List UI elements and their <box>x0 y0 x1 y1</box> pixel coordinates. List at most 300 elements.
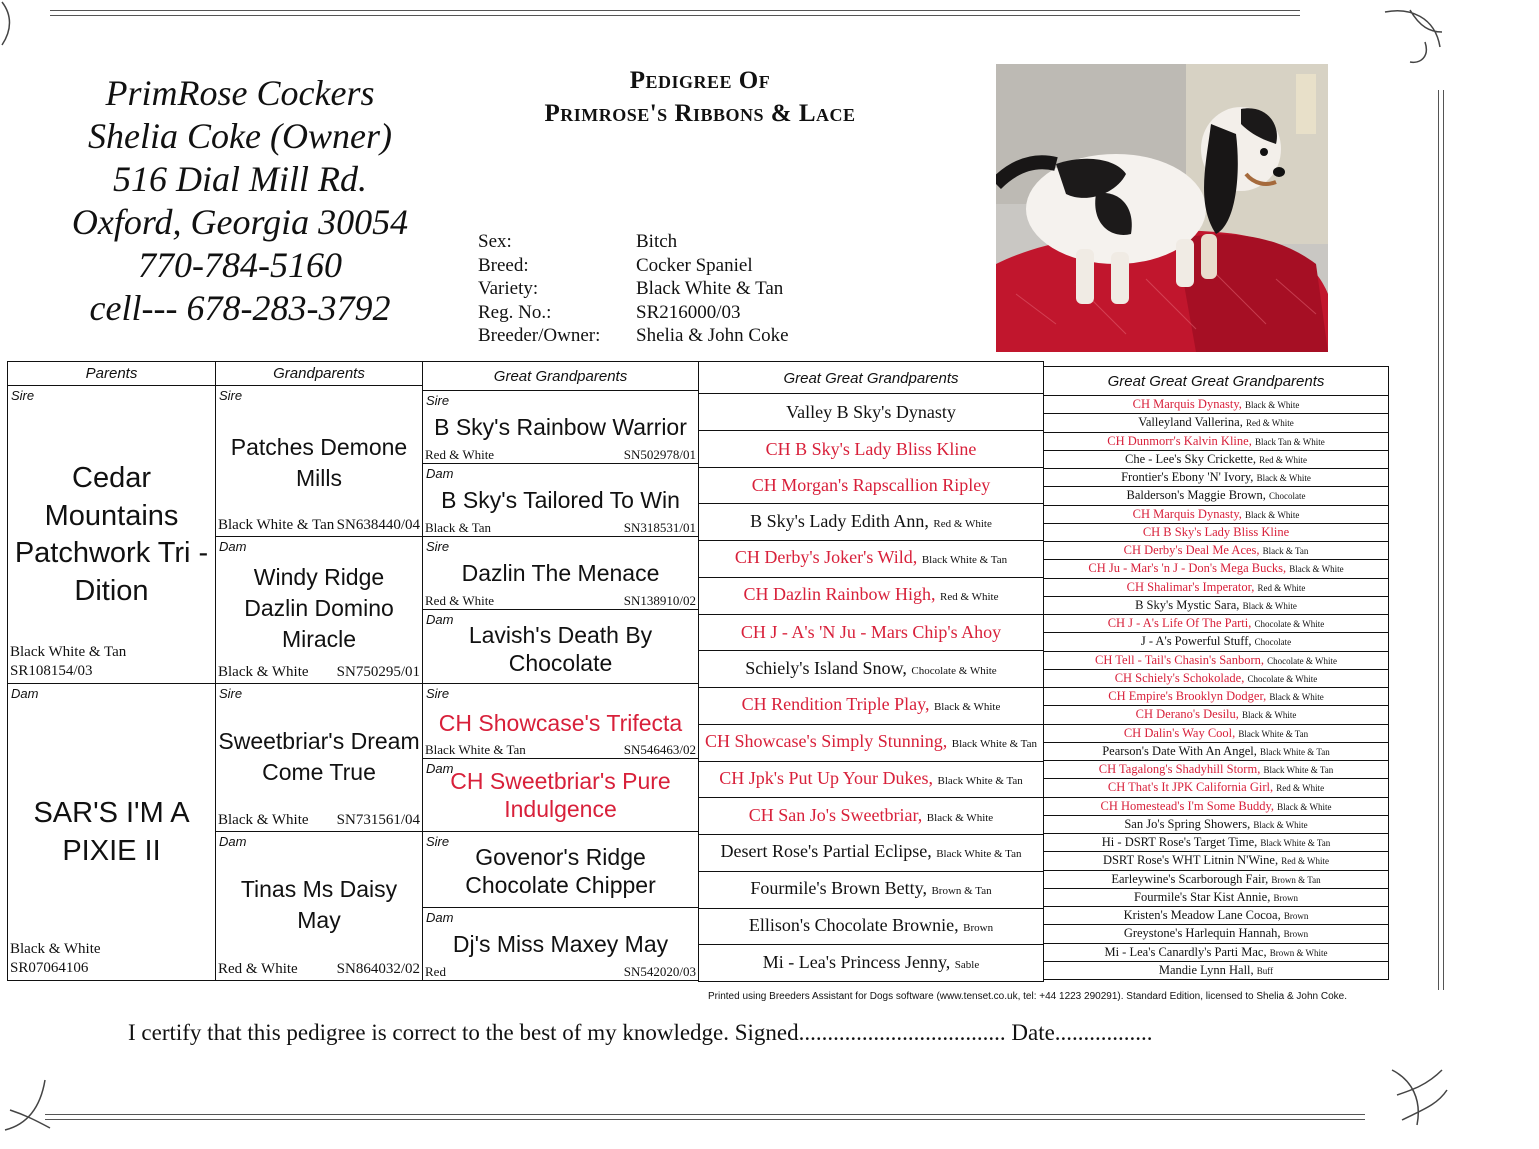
pedigree-dog-name: CH B Sky's Lady Bliss Kline <box>765 438 977 459</box>
ggg-grandparent <box>1043 797 1389 816</box>
ggg-grandparent <box>1043 687 1389 706</box>
dog-entry <box>786 403 956 421</box>
ggg-grandparent <box>1043 614 1389 633</box>
dog-color: Black & White <box>1269 692 1324 703</box>
pedigree-dog-name: Hi - DSRT Rose's Target Time, <box>1101 835 1258 850</box>
dog-color: Red & White <box>425 593 495 608</box>
dog-entry <box>1088 561 1343 576</box>
dog-entry <box>1104 945 1327 960</box>
dog-entry <box>752 476 990 494</box>
pedigree-dog-name: Fourmile's Brown Betty, <box>750 878 927 899</box>
dog-color: Brown & White <box>1269 947 1328 958</box>
dog-color: Red & White <box>1276 783 1325 794</box>
pedigree-dog-name: SAR'S I'M A PIXIE II <box>33 797 190 867</box>
pedigree-dog-name: Frontier's Ebony 'N' Ivory, <box>1121 470 1254 485</box>
pedigree-dog-name: San Jo's Spring Showers, <box>1124 816 1251 831</box>
dog-reg-no: SN138910/02 <box>623 593 696 608</box>
ggg-grandparent <box>1043 924 1389 943</box>
pedigree-title <box>460 64 940 130</box>
gg-grandparent <box>698 944 1044 982</box>
dog-entry <box>1124 908 1309 923</box>
dog-reg-no: SN502978/01 <box>623 447 696 462</box>
ggg-grandparent <box>1043 888 1389 907</box>
pedigree-dog-name: CH Sweetbriar's Pure Indulgence <box>450 768 671 822</box>
pedigree-dog-name: CH Schiely's Schokolade, <box>1114 670 1245 685</box>
gg-grandparent <box>698 540 1044 578</box>
info-label: Reg. No.: <box>478 301 552 323</box>
pedigree-dog-name: CH B Sky's Lady Bliss Kline <box>1142 525 1290 540</box>
dog-color: Black White & Tan <box>218 517 335 533</box>
dog-entry <box>1125 452 1307 467</box>
dog-entry <box>705 732 1037 753</box>
dog-entry <box>1108 689 1323 704</box>
role-label: Dam <box>11 686 39 701</box>
info-row-sex <box>478 230 789 254</box>
dog-color: Red & White <box>940 591 999 604</box>
dog-entry <box>1141 634 1291 649</box>
parent-dam <box>7 683 216 981</box>
ggg-grandparent <box>1043 742 1389 761</box>
dog-entry <box>749 916 993 937</box>
pedigree-dog-name: Tinas Ms Daisy May <box>240 876 398 933</box>
dog-color: Black & Tan <box>1262 546 1309 557</box>
pedigree-dog-name: Desert Rose's Partial Eclipse, <box>720 841 932 862</box>
grandparent <box>215 385 423 537</box>
dog-color: Chocolate <box>1254 637 1292 648</box>
dog-entry <box>735 548 1007 569</box>
gg-grandparent <box>698 724 1044 762</box>
dog-entry <box>750 512 992 533</box>
dog-details <box>218 961 420 978</box>
dog-details <box>218 664 420 681</box>
dog-color: Buff <box>1256 965 1274 976</box>
dog-entry <box>1135 598 1297 613</box>
dog-entry <box>721 842 1022 863</box>
dog-color: Red & White <box>1259 454 1307 465</box>
pedigree-dog-name: CH Homestead's I'm Some Buddy, <box>1100 798 1275 813</box>
dog-entry <box>741 623 1001 641</box>
info-row-reg-no <box>478 301 789 325</box>
dog-entry <box>742 695 1001 716</box>
info-label: Variety: <box>478 278 539 299</box>
great-grandparent <box>422 536 699 610</box>
dog-entry <box>750 879 991 900</box>
ggg-grandparent <box>1043 815 1389 834</box>
dog-details <box>10 940 101 978</box>
pedigree-dog-name: Mandie Lynn Hall, <box>1158 962 1254 977</box>
pedigree-dog-name: Govenor's Ridge Chocolate Chipper <box>465 844 656 898</box>
ggg-grandparent <box>1043 541 1389 560</box>
role-label: Dam <box>426 612 454 627</box>
header-grandparents: Grandparents <box>215 361 423 386</box>
pedigree-dog-name: Dazlin The Menace <box>461 560 660 586</box>
dog-color: Chocolate & White <box>1247 673 1318 684</box>
info-value: Black White & Tan <box>636 278 784 299</box>
dog-details <box>218 517 420 534</box>
role-label: Sire <box>219 686 243 701</box>
pedigree-dog-name: CH Rendition Triple Play, <box>741 694 930 715</box>
dog-color: Brown <box>1283 911 1309 922</box>
dog-color: Black Tan & White <box>1254 436 1325 447</box>
dog-color: Black & White <box>1277 801 1332 812</box>
dog-entry <box>1127 580 1306 595</box>
city-state-zip: Oxford, Georgia 30054 <box>71 202 409 242</box>
dog-entry <box>719 769 1023 790</box>
dog-color: Chocolate <box>1269 491 1306 502</box>
dog-color: Red & White <box>1257 582 1306 593</box>
dog-entry <box>1124 926 1308 941</box>
dog-color: Brown <box>1283 929 1309 940</box>
dog-entry <box>1103 853 1329 868</box>
pedigree-dog-name: Earleywine's Scarborough Fair, <box>1111 871 1269 886</box>
gg-grandparent <box>698 577 1044 615</box>
ggg-grandparent <box>1043 651 1389 670</box>
pedigree-dog-name: Che - Lee's Sky Crickette, <box>1125 451 1257 466</box>
dog-entry <box>1124 817 1307 832</box>
ggg-grandparent <box>1043 906 1389 925</box>
great-grandparent <box>422 907 699 981</box>
dog-entry <box>1134 890 1298 905</box>
gg-grandparent <box>698 393 1044 431</box>
role-label: Dam <box>426 761 454 776</box>
dog-color: Red & White <box>1281 856 1330 867</box>
dog-entry <box>1136 707 1297 722</box>
dog-reg-no: SN864032/02 <box>336 961 420 977</box>
header-gg-grandparents: Great Great Grandparents <box>698 361 1044 394</box>
dog-color: Black & White <box>1245 509 1300 520</box>
great-grandparent <box>422 831 699 908</box>
pedigree-dog-name: CH Jpk's Put Up Your Dukes, <box>719 767 933 788</box>
info-value: Bitch <box>636 231 678 252</box>
info-label: Sex: <box>478 231 512 252</box>
role-label: Dam <box>219 834 247 849</box>
dog-color: Brown <box>1273 892 1298 903</box>
pedigree-dog-name: CH Derby's Joker's Wild, <box>734 547 918 568</box>
role-label: Dam <box>426 910 454 925</box>
corner-ornament-icon <box>0 0 20 50</box>
info-value: SR216000/03 <box>636 301 741 323</box>
pedigree-dog-name: CH Dalin's Way Cool, <box>1123 725 1236 740</box>
dog-color: Black & White <box>933 701 1001 714</box>
role-label: Sire <box>426 834 450 849</box>
dog-entry <box>1101 799 1332 814</box>
title-line-1: Pedigree Of <box>629 67 771 94</box>
dog-color: Black & White <box>1253 819 1308 830</box>
dog-reg-no: SR108154/03 <box>10 663 93 679</box>
pedigree-dog-name: Pearson's Date With An Angel, <box>1102 743 1257 758</box>
pedigree-dog-name: Cedar Mountains Patchwork Tri - Dition <box>14 462 209 607</box>
frame-top-line <box>50 15 1300 16</box>
dog-color: Black & White <box>1242 710 1297 721</box>
frame-right-line <box>1443 90 1444 990</box>
puppy-photo-image <box>996 64 1328 352</box>
frame-bottom-line <box>45 1114 1365 1115</box>
pedigree-dog-name: Lavish's Death By Chocolate <box>468 622 653 676</box>
pedigree-dog-name: CH Marquis Dynasty, <box>1132 397 1242 412</box>
ggg-grandparent <box>1043 943 1389 962</box>
dog-color: Black & White <box>218 664 309 680</box>
dog-color: Chocolate & White <box>1254 619 1325 630</box>
dog-color: Black White & Tan <box>1260 838 1331 849</box>
role-label: Sire <box>219 388 243 403</box>
dog-reg-no: SN638440/04 <box>336 517 420 533</box>
gg-grandparent <box>698 908 1044 946</box>
pedigree-dog-name: Dj's Miss Maxey May <box>452 931 669 957</box>
dog-color: Chocolate & White <box>911 664 997 677</box>
ggg-grandparent <box>1043 961 1389 980</box>
dog-color: Black & White <box>926 811 994 824</box>
dog-color: Black & White <box>218 812 309 828</box>
ggg-grandparent <box>1043 523 1389 542</box>
great-grandparent <box>422 758 699 832</box>
ggg-grandparent <box>1043 432 1389 451</box>
dog-color: Black & White <box>1242 600 1297 611</box>
pedigree-dog-name: Mi - Lea's Canardly's Parti Mac, <box>1104 944 1267 959</box>
gg-grandparent <box>698 761 1044 799</box>
dog-color: Black & White <box>10 941 101 957</box>
ggg-grandparent <box>1043 505 1389 524</box>
ggg-grandparent <box>1043 870 1389 889</box>
great-grandparent <box>422 390 699 464</box>
dog-entry <box>1107 434 1325 449</box>
pedigree-dog-name: DSRT Rose's WHT Litnin N'Wine, <box>1102 853 1279 868</box>
pedigree-dog-name: Schiely's Island Snow, <box>745 657 907 678</box>
dog-entry <box>766 440 977 458</box>
pedigree-dog-name: B Sky's Mystic Sara, <box>1135 597 1240 612</box>
phone-number: 770-784-5160 <box>138 245 342 285</box>
dog-details <box>425 448 696 462</box>
dog-details <box>425 743 696 757</box>
grandparent <box>215 536 423 684</box>
software-credit: Printed using Breeders Assistant for Dogs software (www.tenset.co.uk, tel: +44 1223 290291). Standard Edition, licensed to Shelia & John Coke. <box>708 991 1347 1002</box>
role-label: Sire <box>11 388 35 403</box>
pedigree-dog-name: CH Tell - Tail's Chasin's Sanborn, <box>1095 652 1264 667</box>
dog-color: Brown & Tan <box>931 885 992 898</box>
dog-reg-no: SR07064106 <box>10 960 89 976</box>
dog-entry <box>1108 616 1325 631</box>
dog-color: Black & White <box>1245 400 1300 411</box>
info-label: Breeder/Owner: <box>478 325 601 346</box>
dog-color: Red & White <box>425 447 495 462</box>
dog-color: Black & Tan <box>425 520 492 535</box>
dog-details <box>218 812 420 829</box>
owner-address-block <box>40 72 440 330</box>
dog-entry <box>1099 762 1333 777</box>
gg-grandparent <box>698 797 1044 835</box>
role-label: Sire <box>426 686 450 701</box>
dog-entry <box>1115 671 1318 686</box>
great-grandparent <box>422 683 699 759</box>
pedigree-dog-name: CH Shalimar's Imperator, <box>1126 579 1255 594</box>
corner-ornament-icon <box>1380 2 1450 72</box>
role-label: Sire <box>426 539 450 554</box>
pedigree-table <box>7 361 1389 987</box>
dog-color: Brown <box>963 921 994 934</box>
dog-reg-no: SN542020/03 <box>623 964 696 979</box>
pedigree-dog-name: Sweetbriar's Dream Come True <box>218 728 420 785</box>
info-row-breed <box>478 254 789 278</box>
pedigree-dog-name: CH J - A's Life Of The Parti, <box>1107 616 1252 631</box>
dog-entry <box>1102 835 1330 850</box>
gg-grandparent <box>698 834 1044 872</box>
dog-color: Red & White <box>1245 418 1294 429</box>
gg-grandparent <box>698 650 1044 688</box>
gg-grandparent <box>698 503 1044 541</box>
grandparent <box>215 683 423 832</box>
dog-entry <box>1095 653 1337 668</box>
ggg-grandparent <box>1043 669 1389 688</box>
dog-reg-no: SN731561/04 <box>336 812 420 828</box>
pedigree-dog-name: CH Showcase's Simply Stunning, <box>704 731 948 752</box>
gg-grandparent <box>698 614 1044 652</box>
pedigree-dog-name: Ellison's Chocolate Brownie, <box>748 914 959 935</box>
ggg-grandparent <box>1043 705 1389 724</box>
info-value: Cocker Spaniel <box>636 254 753 276</box>
dog-entry <box>1143 525 1289 539</box>
dog-color: Red <box>425 964 446 979</box>
pedigree-dog-name: CH Showcase's Trifecta <box>438 710 683 736</box>
pedigree-dog-name: CH Marquis Dynasty, <box>1132 506 1242 521</box>
pedigree-dog-name: CH Ju - Mar's 'n J - Don's Mega Bucks, <box>1088 561 1287 576</box>
gg-grandparent <box>698 871 1044 909</box>
dog-color: Black White & Tan <box>937 774 1023 787</box>
dog-entry <box>749 806 993 827</box>
dog-entry <box>745 659 996 680</box>
pedigree-dog-name: CH That's It JPK California Girl, <box>1107 780 1274 795</box>
info-row-variety <box>478 277 789 301</box>
dog-color: Black White & Tan <box>10 644 127 660</box>
pedigree-dog-name: CH Derby's Deal Me Aces, <box>1123 543 1260 558</box>
pedigree-dog-name: B Sky's Rainbow Warrior <box>434 414 687 440</box>
dog-reg-no: SN750295/01 <box>336 664 420 680</box>
gg-grandparent <box>698 430 1044 468</box>
certification-statement: I certify that this pedigree is correct to the best of my knowledge. Signed.................................... Date................. <box>128 1020 1153 1045</box>
ggg-grandparent <box>1043 395 1389 414</box>
dog-entry <box>763 953 980 974</box>
dog-color: Sable <box>954 958 980 971</box>
frame-right-line <box>1438 90 1439 990</box>
parent-sire <box>7 385 216 684</box>
ggg-grandparent <box>1043 468 1389 487</box>
dog-details <box>425 594 696 608</box>
great-grandparent <box>422 463 699 537</box>
dog-entry <box>1133 507 1300 522</box>
pedigree-dog-name: B Sky's Lady Edith Ann, <box>750 510 929 531</box>
pedigree-dog-name: CH Dunmorr's Kalvin Kline, <box>1107 433 1252 448</box>
dog-entry <box>1159 963 1273 978</box>
role-label: Dam <box>219 539 247 554</box>
dog-color: Chocolate & White <box>1267 655 1337 666</box>
dog-color: Brown & Tan <box>1271 874 1321 885</box>
pedigree-dog-name: CH Tagalong's Shadyhill Storm, <box>1098 762 1261 777</box>
ggg-grandparent <box>1043 413 1389 432</box>
pedigree-dog-name: Valley B Sky's Dynasty <box>786 401 956 422</box>
ggg-grandparent <box>1043 760 1389 779</box>
grandparent <box>215 831 423 981</box>
pedigree-dog-name: Mi - Lea's Princess Jenny, <box>762 951 951 972</box>
pedigree-dog-name: CH Derano's Desilu, <box>1135 707 1239 722</box>
frame-bottom-line <box>45 1119 1365 1120</box>
dog-entry <box>1126 488 1305 503</box>
ggg-grandparent <box>1043 486 1389 505</box>
ggg-grandparent <box>1043 578 1389 597</box>
gg-grandparent <box>698 687 1044 725</box>
ggg-grandparent <box>1043 851 1389 870</box>
ggg-grandparent <box>1043 596 1389 615</box>
dog-details <box>425 521 696 535</box>
info-label: Breed: <box>478 254 529 276</box>
great-grandparent <box>422 609 699 684</box>
dog-color: Black White & Tan <box>1238 728 1309 739</box>
info-row-breeder-owner <box>478 324 789 348</box>
pedigree-dog-name: CH Dazlin Rainbow High, <box>743 584 936 605</box>
dog-entry <box>1133 397 1300 412</box>
ggg-grandparent <box>1043 833 1389 852</box>
cell-number: cell--- 678-283-3792 <box>89 288 391 328</box>
puppy-photo <box>996 64 1328 352</box>
ggg-grandparent <box>1043 450 1389 469</box>
dog-color: Black White & Tan <box>425 742 526 757</box>
dog-details <box>10 643 126 681</box>
pedigree-dog-name: Valleyland Vallerina, <box>1138 415 1243 430</box>
owner-name: Shelia Coke (Owner) <box>88 116 392 156</box>
dog-entry <box>1121 470 1311 485</box>
ggg-grandparent <box>1043 632 1389 651</box>
pedigree-dog-name: Balderson's Maggie Brown, <box>1126 488 1266 503</box>
pedigree-dog-name: CH Morgan's Rapscallion Ripley <box>751 475 991 496</box>
gg-grandparent <box>698 467 1044 505</box>
pedigree-dog-name: CH J - A's 'N Ju - Mars Chip's Ahoy <box>740 622 1002 643</box>
dog-color: Black & White <box>1256 473 1311 484</box>
dog-details <box>425 965 696 979</box>
kennel-name: PrimRose Cockers <box>105 73 375 113</box>
pedigree-dog-name: Windy Ridge Dazlin Domino Miracle <box>244 564 394 652</box>
dog-entry <box>1124 726 1308 741</box>
ggg-grandparent <box>1043 778 1389 797</box>
pedigree-dog-name: Patches Demone Mills <box>230 434 408 491</box>
pedigree-dog-name: CH San Jo's Sweetbriar, <box>748 804 923 825</box>
ggg-grandparent <box>1043 559 1389 578</box>
dog-color: Black White & Tan <box>951 738 1038 751</box>
street-address: 516 Dial Mill Rd. <box>113 159 367 199</box>
dog-entry <box>1124 543 1309 558</box>
dog-entry <box>1102 744 1330 759</box>
pedigree-dog-name: B Sky's Tailored To Win <box>441 487 680 513</box>
dog-entry <box>744 585 999 606</box>
header-parents: Parents <box>7 361 216 386</box>
info-value: Shelia & John Coke <box>636 325 789 346</box>
role-label: Dam <box>426 466 454 481</box>
dog-entry <box>1138 415 1294 430</box>
header-ggg-grandparents: Great Great Great Grandparents <box>1043 366 1389 396</box>
role-label: Sire <box>426 393 450 408</box>
pedigree-dog-name: CH Empire's Brooklyn Dodger, <box>1108 689 1267 704</box>
dog-color: Black White & Tan <box>1259 746 1330 757</box>
pedigree-dog-name: Kristen's Meadow Lane Cocoa, <box>1123 908 1281 923</box>
ggg-grandparent <box>1043 724 1389 743</box>
pedigree-dog-name: Fourmile's Star Kist Annie, <box>1134 889 1271 904</box>
dog-entry <box>1111 872 1320 887</box>
pedigree-dog-name: Greystone's Harlequin Hannah, <box>1123 926 1281 941</box>
corner-ornament-icon <box>1382 1060 1452 1130</box>
corner-ornament-icon <box>0 1070 70 1140</box>
dog-entry <box>1108 780 1324 795</box>
dog-color: Black White & Tan <box>1263 765 1334 776</box>
header-great-grandparents: Great Grandparents <box>422 361 699 391</box>
pedigree-dog-name: J - A's Powerful Stuff, <box>1140 634 1252 649</box>
dog-color: Black White & Tan <box>936 848 1022 861</box>
title-line-2: Primrose's Ribbons & Lace <box>544 100 856 127</box>
